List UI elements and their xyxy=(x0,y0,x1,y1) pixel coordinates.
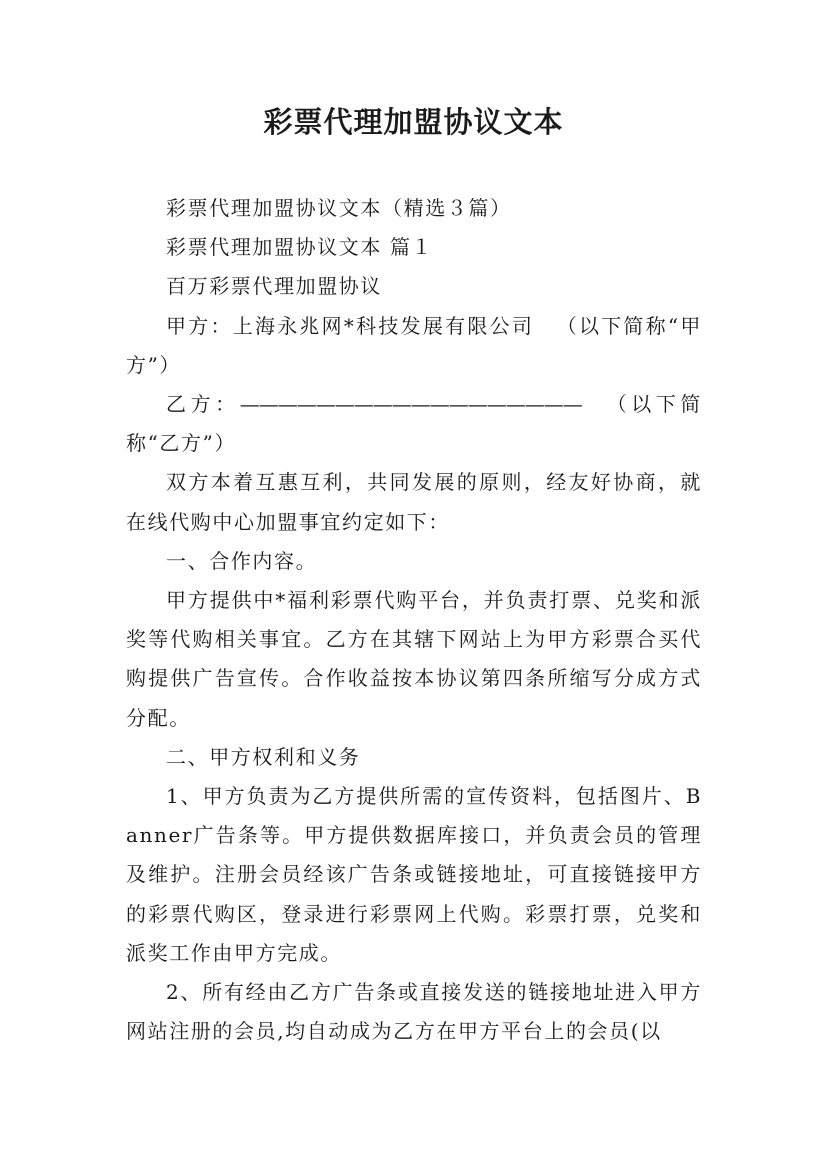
clause-1-paragraph: 1、甲方负责为乙方提供所需的宣传资料，包括图片、Banner广告条等。甲方提供数据库接口，并负责会员的管理及维护。注册会员经该广告条或链接地址，可直接链接甲方的彩票代购区，登录进行彩票网上代购。彩票打票，兑奖和派奖工作由甲方完成。 xyxy=(126,784,702,965)
party-b-blank: —————————————————— xyxy=(239,392,582,417)
document-body xyxy=(126,189,702,1051)
intro-paragraph: 双方本着互惠互利，共同发展的原则，经友好协商，就在线代购中心加盟事宜约定如下： xyxy=(126,470,702,534)
clause-2-paragraph: 2、所有经由乙方广告条或直接发送的链接地址进入甲方网站注册的会员,均自动成为乙方在甲方平台上的会员(以 xyxy=(126,980,702,1044)
document-title: 彩票代理加盟协议文本 xyxy=(263,105,564,139)
section-1-heading: 一、合作内容。 xyxy=(166,548,318,573)
party-a-label: 甲方： xyxy=(166,313,233,338)
article-heading: 彩票代理加盟协议文本 篇１ xyxy=(166,235,434,260)
section-1-paragraph: 甲方提供中*福利彩票代购平台，并负责打票、兑奖和派奖等代购相关事宜。乙方在其辖下网站上为甲方彩票合买代购提供广告宣传。合作收益按本协议第四条所缩写分成方式分配。 xyxy=(126,588,702,730)
party-b-note: （以下简称“乙方”） xyxy=(126,392,702,456)
subtitle: 彩票代理加盟协议文本（精选３篇） xyxy=(166,196,512,220)
party-b-line xyxy=(126,385,702,463)
party-a-note: （以下简称“甲方”） xyxy=(126,313,702,377)
party-a-name: 上海永兆网*科技发展有限公司 xyxy=(232,313,535,338)
party-a-line xyxy=(126,307,702,385)
section-2-heading: 二、甲方权利和义务 xyxy=(166,744,361,769)
agreement-name: 百万彩票代理加盟协议 xyxy=(166,274,382,299)
party-b-label: 乙方： xyxy=(166,392,240,417)
